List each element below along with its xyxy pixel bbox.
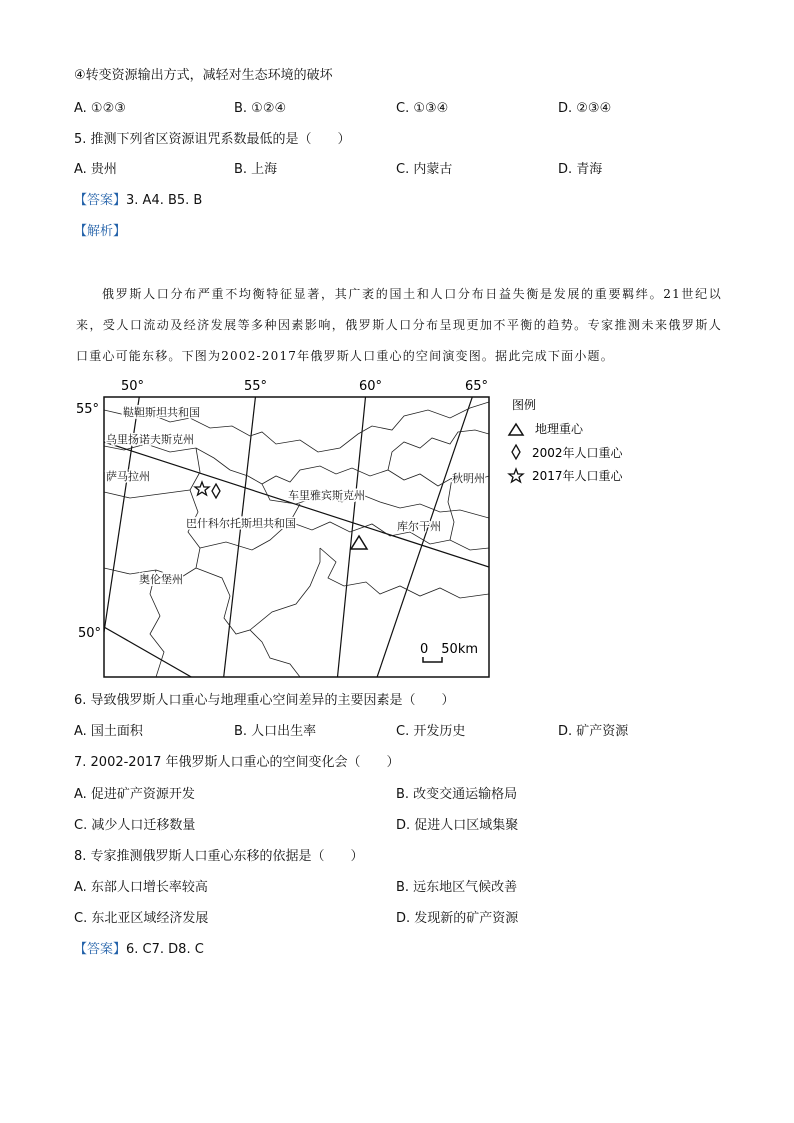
diamond-icon <box>512 445 520 459</box>
star-icon <box>509 469 523 482</box>
triangle-geographic-center-marker <box>351 536 367 549</box>
q5-option-a: A. 贵州 <box>74 162 117 177</box>
q8-option-c: C. 东北亚区域经济发展 <box>74 911 209 926</box>
region-label-ulyanovsk: 乌里扬诺夫斯克州 <box>106 433 194 446</box>
answer-block-2 <box>74 942 204 958</box>
lon-label-55: 55° <box>244 379 268 394</box>
answer-block-1 <box>74 193 202 209</box>
q4-option-c: C. ①③④ <box>396 101 449 116</box>
population-center-map <box>0 372 794 692</box>
q7-option-d: D. 促进人口区域集聚 <box>396 818 519 833</box>
q7-option-c: C. 减少人口迁移数量 <box>74 818 196 833</box>
lon-label-60: 60° <box>359 379 383 394</box>
analysis-block <box>74 224 126 240</box>
q4-item-4: ④转变资源输出方式，减轻对生态环境的破坏 <box>74 68 333 83</box>
region-label-samara: 萨马拉州 <box>106 470 150 483</box>
legend-item-2017: 2017年人口重心 <box>532 469 623 483</box>
analysis-tag: 【解析】 <box>74 224 127 239</box>
q6-option-b: B. 人口出生率 <box>234 724 317 739</box>
lat-label-55: 55° <box>76 402 100 417</box>
answer-tag: 【答案】 <box>74 193 127 208</box>
q5-option-b: B. 上海 <box>234 162 278 177</box>
diamond-2002-marker <box>212 484 220 498</box>
answer-tag: 【答案】 <box>74 942 127 957</box>
legend <box>509 397 624 483</box>
q6-option-a: A. 国土面积 <box>74 724 143 739</box>
q7-stem: 7. 2002-2017 年俄罗斯人口重心的空间变化会（ ） <box>74 755 400 770</box>
region-label-tyumen: 秋明州 <box>452 472 485 485</box>
lat-label-50: 50° <box>78 626 102 641</box>
legend-item-geo-center: 地理重心 <box>535 422 584 436</box>
region-label-chelyabinsk: 车里雅宾斯克州 <box>288 489 365 502</box>
triangle-icon <box>509 424 523 435</box>
q5-option-c: C. 内蒙古 <box>396 162 453 177</box>
legend-item-2002: 2002年人口重心 <box>532 446 623 460</box>
region-label-kurgan: 库尔干州 <box>397 520 441 533</box>
q6-option-c: C. 开发历史 <box>396 724 466 739</box>
star-2017-marker <box>195 482 209 495</box>
q8-stem: 8. 专家推测俄罗斯人口重心东移的依据是（ ） <box>74 849 364 864</box>
lon-label-65: 65° <box>465 379 489 394</box>
q8-option-d: D. 发现新的矿产资源 <box>396 911 519 926</box>
q7-option-b: B. 改变交通运输格局 <box>396 787 518 802</box>
q5-stem: 5. 推测下列省区资源诅咒系数最低的是（ ） <box>74 132 351 147</box>
q8-option-b: B. 远东地区气候改善 <box>396 880 518 895</box>
q4-option-a: A. ①②③ <box>74 101 126 116</box>
region-label-tatarstan: 鞑靼斯坦共和国 <box>123 406 200 419</box>
answer-text: 3. A4. B5. B <box>126 193 203 208</box>
lon-label-50: 50° <box>121 379 145 394</box>
q7-option-a: A. 促进矿产资源开发 <box>74 787 195 802</box>
q8-option-a: A. 东部人口增长率较高 <box>74 880 208 895</box>
passage: 俄罗斯人口分布严重不均衡特征显著，其广袤的国土和人口分布日益失衡是发展的重要羁绊。21世纪以来，受人口流动及经济发展等多种因素影响，俄罗斯人口分布呈现更加不平衡的趋势。专家推测未来俄罗斯人口重心可能东移。下图为2002-2017年俄罗斯人口重心的空间演变图。据此完成下面小题。 <box>76 287 722 363</box>
answer-text: 6. C7. D8. C <box>126 942 204 957</box>
q6-stem: 6. 导致俄罗斯人口重心与地理重心空间差异的主要因素是（ ） <box>74 693 455 708</box>
q5-option-d: D. 青海 <box>558 162 603 177</box>
region-label-bashkortostan: 巴什科尔托斯坦共和国 <box>186 517 296 530</box>
scale-label: 0 50km <box>420 642 479 657</box>
region-label-orenburg: 奥伦堡州 <box>139 573 183 586</box>
q4-option-b: B. ①②④ <box>234 101 287 116</box>
scale-bar <box>420 642 478 662</box>
legend-title: 图例 <box>512 398 537 412</box>
q4-option-d: D. ②③④ <box>558 101 612 116</box>
q6-option-d: D. 矿产资源 <box>558 724 629 739</box>
